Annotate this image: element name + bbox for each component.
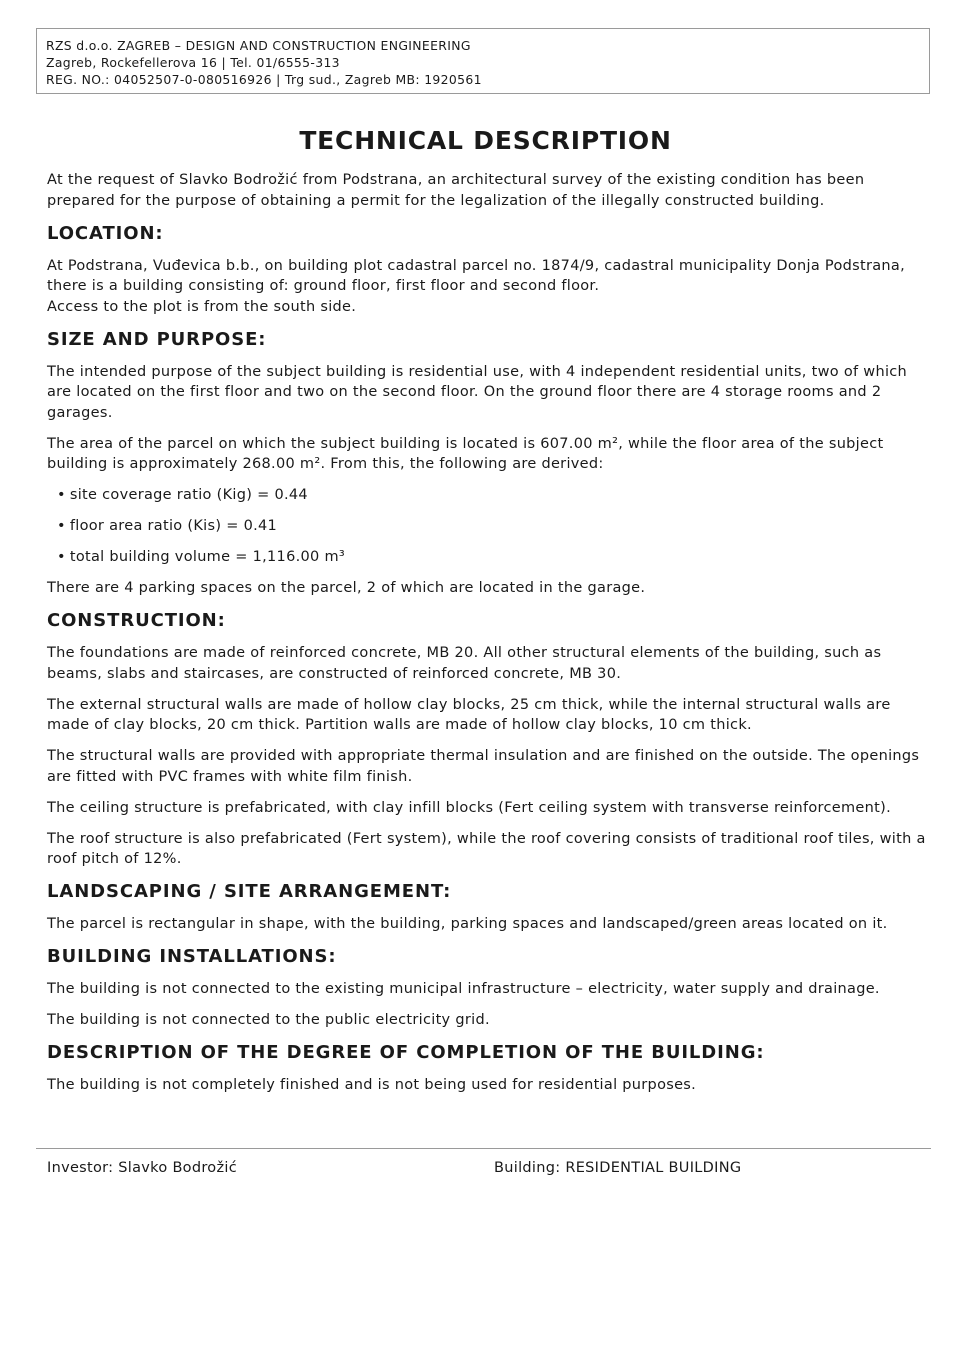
document-body: [47, 170, 927, 1106]
list-item: [57, 547, 927, 568]
walls-paragraph: The external structural walls are made of hollow clay blocks, 25 cm thick, while the internal structural walls are made of clay blocks, 20 cm thick. Partition walls are made of hollow clay blocks, 10 cm thick.: [47, 696, 891, 733]
parking-paragraph: There are 4 parking spaces on the parcel, 2 of which are located in the garage.: [47, 580, 646, 596]
intro-paragraph: At the request of Slavko Bodrožić from Podstrana, an architectural survey of the existing condition has been prepared for the purpose of obtaining a permit for the legalization of the illegally constructed building.: [47, 172, 865, 209]
list-item-text: site coverage ratio (Kig) = 0.44: [69, 487, 308, 503]
purpose-paragraph: The intended purpose of the subject building is residential use, with 4 independent residential units, two of which are located on the first floor and two on the second floor. On the ground floor there are 4 storage rooms and 2 garages.: [47, 363, 908, 421]
size-purpose-heading: SIZE AND PURPOSE:: [47, 328, 267, 350]
area-paragraph: The area of the parcel on which the subject building is located is 607.00 m², while the floor area of the subject building is approximately 268.00 m². From this, the following are derived:: [47, 435, 884, 472]
company-registration-line: REG. NO.: 04052507-0-080516926 | Trg sud., Zagreb MB: 1920561: [46, 72, 482, 87]
insulation-paragraph: The structural walls are provided with appropriate thermal insulation and are finished on the outside. The openings are fitted with PVC frames with white film finish.: [47, 748, 920, 785]
foundations-paragraph: The foundations are made of reinforced concrete, MB 20. All other structural elements of the building, such as beams, slabs and staircases, are constructed of reinforced concrete, MB 30.: [47, 645, 882, 682]
company-header: [36, 28, 930, 94]
roof-paragraph: The roof structure is also prefabricated (Fert system), while the roof covering consists of traditional roof tiles, with a roof pitch of 12%.: [47, 830, 926, 867]
infrastructure-paragraph: The building is not connected to the existing municipal infrastructure – electricity, water supply and drainage.: [47, 981, 880, 997]
location-heading: LOCATION:: [47, 222, 164, 244]
installations-heading: BUILDING INSTALLATIONS:: [47, 946, 337, 967]
landscaping-paragraph: The parcel is rectangular in shape, with the building, parking spaces and landscaped/green areas located on it.: [47, 916, 888, 932]
list-item-text: floor area ratio (Kis) = 0.41: [69, 518, 278, 534]
bullet-icon: •: [57, 487, 66, 503]
list-item-text: total building volume = 1,116.00 m³: [69, 549, 346, 565]
location-text: At Podstrana, Vuđevica b.b., on building plot cadastral parcel no. 1874/9, cadastral municipality Donja Podstrana, there is a building consisting of: ground floor, first floor and second floor.: [47, 257, 906, 294]
completion-paragraph: The building is not completely finished and is not being used for residential purposes.: [47, 1077, 697, 1093]
electricity-paragraph: The building is not connected to the public electricity grid.: [47, 1012, 490, 1028]
bullet-icon: •: [57, 518, 66, 534]
document-title: TECHNICAL DESCRIPTION: [299, 126, 672, 155]
bullet-icon: •: [57, 549, 66, 565]
completion-heading: DESCRIPTION OF THE DEGREE OF COMPLETION OF THE BUILDING:: [47, 1042, 765, 1063]
construction-heading: CONSTRUCTION:: [47, 610, 226, 631]
ceiling-paragraph: The ceiling structure is prefabricated, with clay infill blocks (Fert ceiling system with transverse reinforcement).: [47, 799, 891, 816]
location-paragraph: [47, 256, 927, 318]
landscaping-heading: LANDSCAPING / SITE ARRANGEMENT:: [47, 881, 452, 902]
building-label: Building: RESIDENTIAL BUILDING: [494, 1160, 742, 1176]
list-item: [57, 516, 927, 537]
company-address-line: Zagreb, Rockefellerova 16 | Tel. 01/6555-313: [46, 55, 340, 70]
access-text: Access to the plot is from the south side.: [47, 298, 357, 315]
footer-divider: [36, 1148, 931, 1149]
investor-label: Investor: Slavko Bodrožić: [47, 1160, 237, 1176]
list-item: [57, 485, 927, 506]
company-name-line: RZS d.o.o. ZAGREB – DESIGN AND CONSTRUCTION ENGINEERING: [46, 38, 471, 53]
